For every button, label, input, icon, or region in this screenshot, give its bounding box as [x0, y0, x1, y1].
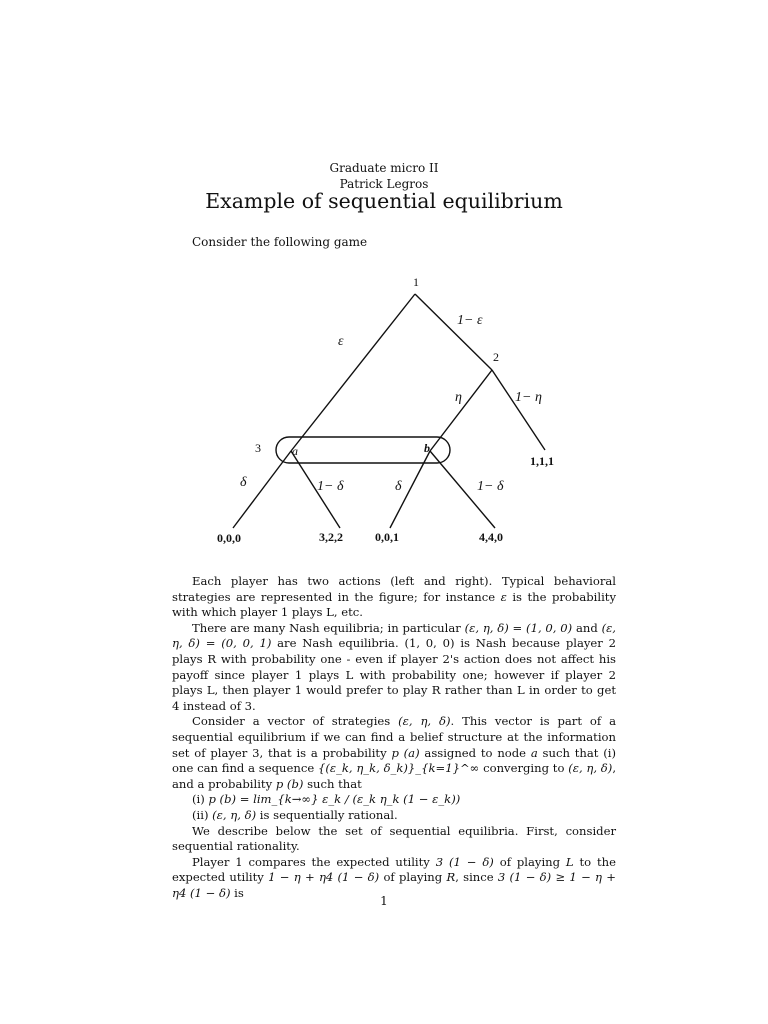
node-label-a: a: [292, 444, 298, 458]
paragraph-overview: We describe below the set of sequential equilibria. First, consider sequential rationality.: [172, 823, 616, 854]
payoff-a-left: 0,0,0: [217, 531, 241, 545]
action-label-b-right: 1− δ: [477, 479, 504, 494]
action-label-p1-left: ε: [338, 334, 344, 349]
author-name: Patrick Legros: [339, 177, 429, 191]
edge-p1-right: [415, 294, 492, 370]
payoff-a-right: 3,2,2: [319, 530, 343, 544]
action-label-b-left: δ: [395, 479, 402, 494]
intro-text: Consider the following game: [192, 235, 368, 249]
paragraph-actions: Each player has two actions (left and right). Typical behavioral strategies are represented in the figure; for instance ε is the probability with which player 1 plays L, etc.: [172, 574, 616, 620]
edge-p1-left: [291, 294, 415, 451]
node-label-player3: 3: [255, 441, 261, 455]
payoff-b-right: 4,4,0: [479, 530, 503, 544]
course-name: Graduate micro II: [329, 161, 439, 175]
condition-ii: (ii) (ε, η, δ) is sequentially rational.: [192, 807, 398, 822]
body-text: [172, 574, 616, 901]
node-label-player1: 1: [413, 275, 419, 289]
payoff-b-left: 0,0,1: [375, 530, 399, 544]
paragraph-nash: There are many Nash equilibria; in particular (ε, η, δ) = (1, 0, 0) and (ε, η, δ) = (0, 0, 1) are Nash equilibria. (1, 0, 0) is Nash because player 2 plays R with probability one - even if player 2's action does not affect his payoff since player 1 plays L with probability one; however if player 2 plays L, then player 1 would prefer to play R rather than L in order to get 4 instead of 3.: [172, 620, 616, 713]
action-label-p1-right: 1− ε: [457, 313, 483, 328]
action-label-a-right: 1− δ: [317, 479, 344, 494]
document-title: Example of sequential equilibrium: [205, 189, 563, 213]
condition-i: (i) p (b) = lim_{k→∞} ε_k / (ε_k η_k (1 − ε_k)): [192, 792, 461, 807]
edge-p2-left: [430, 370, 492, 451]
node-label-b: b: [424, 441, 430, 455]
edge-p2-right: [492, 370, 545, 450]
action-label-a-left: δ: [240, 475, 247, 490]
paragraph-sequential-definition: Consider a vector of strategies (ε, η, δ). This vector is part of a sequential equilibrium if we can find a belief structure at the information set of player 3, that is a probability p (a) assigned to node a such that (i) one can find a sequence {(ε_k, η_k, δ_k)}_{k=1}^∞ converging to (ε, η, δ), and a probability p (b) such that: [172, 714, 616, 791]
action-label-p2-right: 1− η: [515, 390, 542, 405]
paragraph-player1-utility: Player 1 compares the expected utility 3 (1 − δ) of playing L to the expected utility 1 − η + η4 (1 − δ) of playing R, since 3 (1 − δ) ≥ 1 − η + η4 (1 − δ) is: [172, 854, 616, 900]
page-number: 1: [380, 894, 388, 908]
action-label-p2-left: η: [455, 390, 462, 405]
payoff-p2-right: 1,1,1: [530, 454, 554, 468]
node-label-player2: 2: [493, 350, 499, 364]
